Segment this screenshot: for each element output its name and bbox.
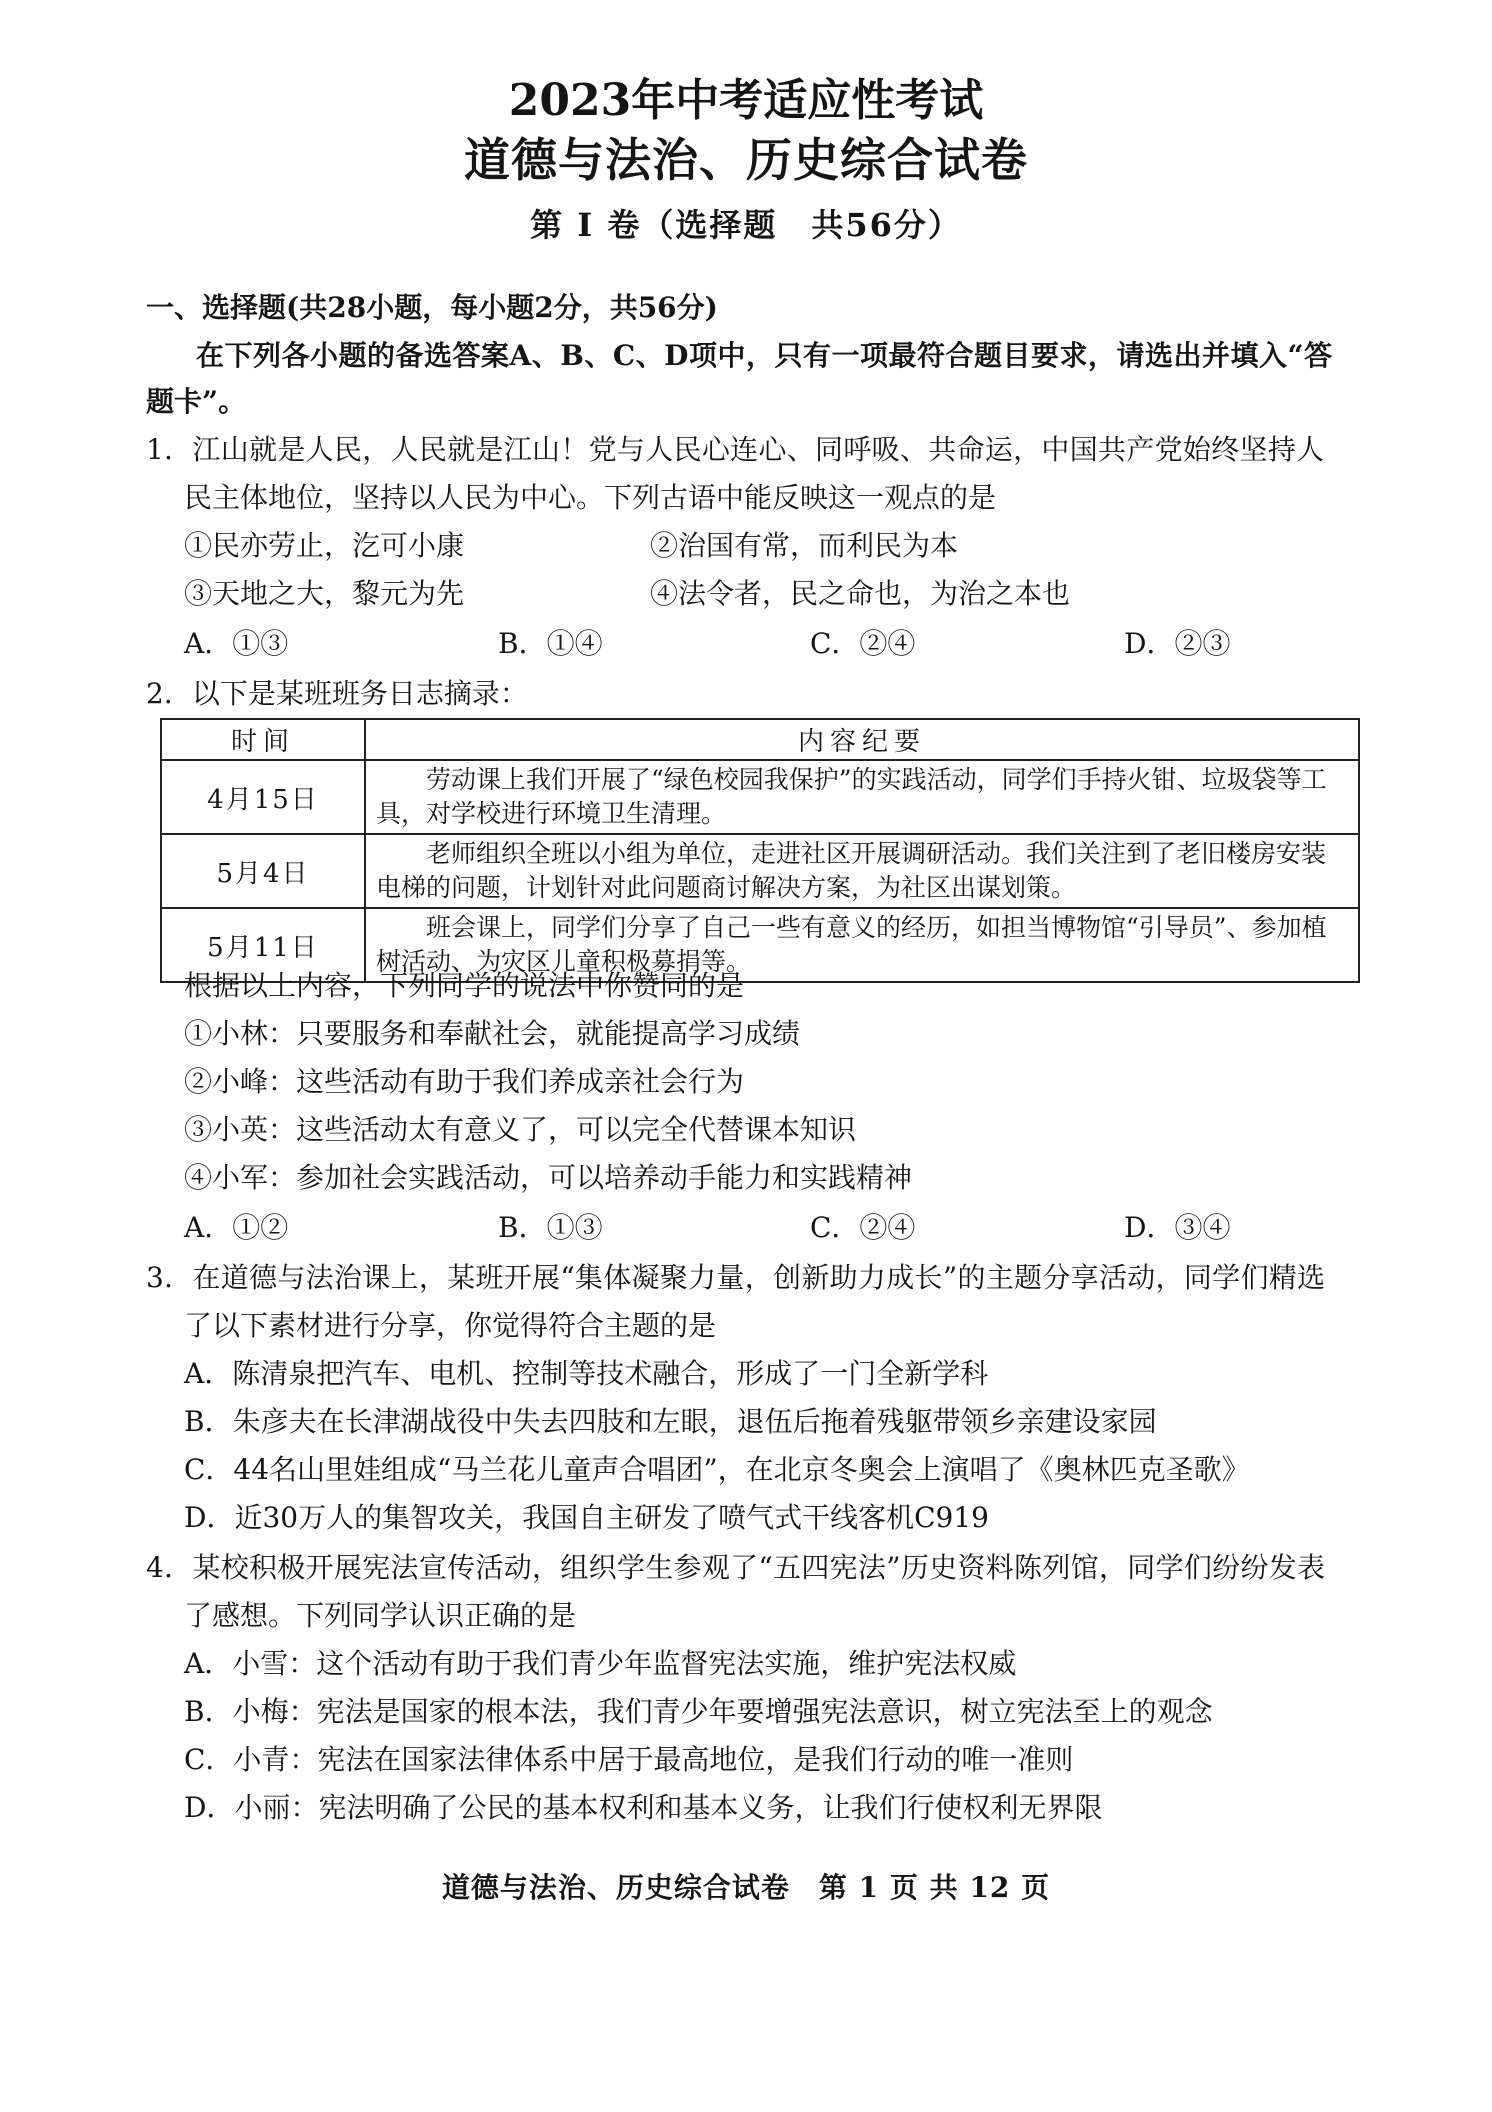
q2-statement-3: ③小英：这些活动太有意义了，可以完全代替课本知识	[184, 1113, 857, 1146]
q1-stem-line2: 民主体地位，坚持以人民为中心。下列古语中能反映这一观点的是	[184, 481, 997, 514]
table-row	[161, 760, 1359, 834]
table-header-time: 时间	[161, 719, 365, 760]
q2-option-d: D．③④	[1124, 1211, 1231, 1244]
q1-statement-4: ④法令者，民之命也，为治之本也	[650, 577, 1071, 610]
instructions-line2: 题卡”。	[146, 385, 247, 418]
table-cell-date: 4月15日	[161, 760, 365, 834]
q2-statement-1: ①小林：只要服务和奉献社会，就能提高学习成绩	[184, 1017, 801, 1050]
q1-option-d: D．②③	[1124, 627, 1231, 660]
q3-option-b: B．朱彦夫在长津湖战役中失去四肢和左眼，退伍后拖着残躯带领乡亲建设家园	[184, 1405, 1157, 1438]
q4-stem-line1: 4．某校积极开展宪法宣传活动，组织学生参观了“五四宪法”历史资料陈列馆，同学们纷纷发表	[146, 1551, 1326, 1584]
q3-stem-line1: 3．在道德与法治课上，某班开展“集体凝聚力量，创新助力成长”的主题分享活动，同学们精选	[146, 1261, 1326, 1294]
class-log-table	[160, 718, 1360, 983]
q2-option-b: B．①③	[498, 1211, 603, 1244]
page-footer: 道德与法治、历史综合试卷 第 1 页 共 12 页	[441, 1871, 1051, 1904]
table-cell-content: 班会课上，同学们分享了自己一些有意义的经历，如担当博物馆“引导员”、参加植树活动、为灾区儿童积极募捐等。	[365, 908, 1359, 982]
instructions-line1: 在下列各小题的备选答案A、B、C、D项中，只有一项最符合题目要求，请选出并填入“答	[196, 339, 1333, 372]
q2-stem: 2．以下是某班班务日志摘录：	[146, 677, 528, 710]
q4-option-c: C．小青：宪法在国家法律体系中居于最高地位，是我们行动的唯一准则	[184, 1743, 1074, 1776]
q4-stem-line2: 了感想。下列同学认识正确的是	[184, 1599, 577, 1632]
q2-prompt: 根据以上内容，下列同学的说法中你赞同的是	[184, 969, 745, 1002]
q4-option-b: B．小梅：宪法是国家的根本法，我们青少年要增强宪法意识，树立宪法至上的观念	[184, 1695, 1213, 1728]
q3-option-a: A．陈清泉把汽车、电机、控制等技术融合，形成了一门全新学科	[184, 1357, 989, 1390]
q3-stem-line2: 了以下素材进行分享，你觉得符合主题的是	[184, 1309, 717, 1342]
q1-option-a: A．①③	[184, 627, 289, 660]
q2-statement-2: ②小峰：这些活动有助于我们养成亲社会行为	[184, 1065, 745, 1098]
q1-statement-2: ②治国有常，而利民为本	[650, 529, 959, 562]
table-header-content: 内容纪要	[365, 719, 1359, 760]
q1-option-b: B．①④	[498, 627, 603, 660]
part-heading: 一、选择题(共28小题，每小题2分，共56分)	[146, 291, 718, 324]
q1-stem-line1: 1．江山就是人民，人民就是江山！党与人民心连心、同呼吸、共命运，中国共产党始终坚持人	[146, 433, 1325, 466]
q3-option-d: D．近30万人的集智攻关，我国自主研发了喷气式干线客机C919	[184, 1501, 989, 1534]
q4-option-a: A．小雪：这个活动有助于我们青少年监督宪法实施，维护宪法权威	[184, 1647, 1017, 1680]
q3-option-c: C．44名山里娃组成“马兰花儿童声合唱团”，在北京冬奥会上演唱了《奥林匹克圣歌》	[184, 1453, 1250, 1486]
table-cell-date: 5月4日	[161, 834, 365, 908]
table-cell-content: 老师组织全班以小组为单位，走进社区开展调研活动。我们关注到了老旧楼房安装电梯的问题，计划针对此问题商讨解决方案，为社区出谋划策。	[365, 834, 1359, 908]
q2-statement-4: ④小军：参加社会实践活动，可以培养动手能力和实践精神	[184, 1161, 913, 1194]
q2-option-a: A．①②	[184, 1211, 289, 1244]
section-title: 第 Ⅰ 卷（选择题 共56分）	[530, 206, 962, 244]
exam-title-year: 2023年中考适应性考试	[508, 75, 984, 126]
table-header-row	[161, 719, 1359, 760]
table-cell-content: 劳动课上我们开展了“绿色校园我保护”的实践活动，同学们手持火钳、垃圾袋等工具，对学校进行环境卫生清理。	[365, 760, 1359, 834]
table-cell-date: 5月11日	[161, 908, 365, 982]
table-row	[161, 834, 1359, 908]
q1-statement-3: ③天地之大，黎元为先	[184, 577, 465, 610]
q1-option-c: C．②④	[810, 627, 916, 660]
q1-statement-1: ①民亦劳止，汔可小康	[184, 529, 465, 562]
q4-option-d: D．小丽：宪法明确了公民的基本权利和基本义务，让我们行使权利无界限	[184, 1791, 1103, 1824]
q2-option-c: C．②④	[810, 1211, 916, 1244]
exam-title-subject: 道德与法治、历史综合试卷	[464, 133, 1028, 187]
